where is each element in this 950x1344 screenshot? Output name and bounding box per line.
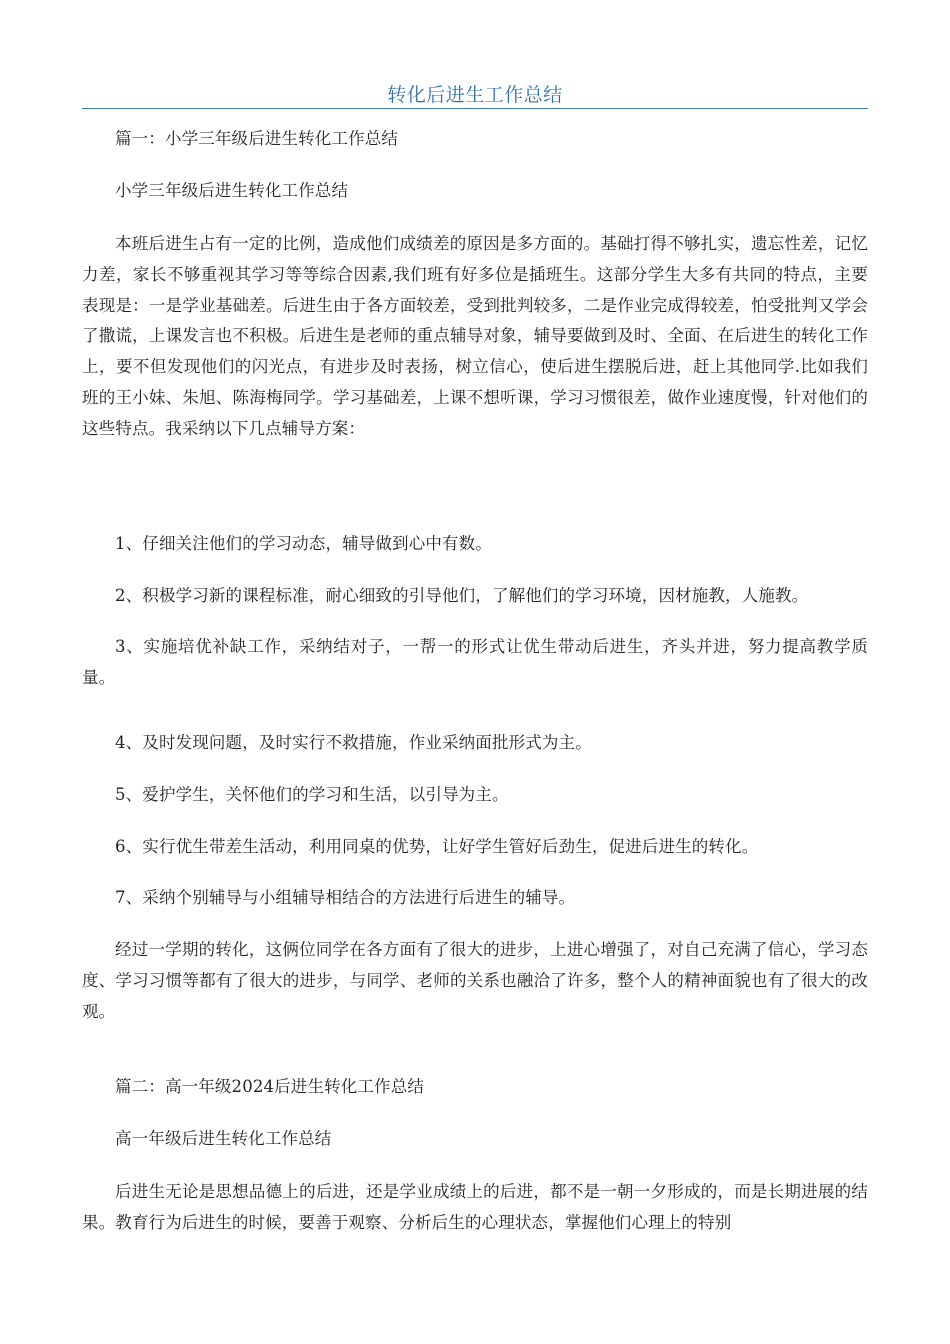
list-item-7: 7、采纳个别辅导与小组辅导相结合的方法进行后进生的辅导。 <box>115 888 576 907</box>
document-title: 转化后进生工作总结 <box>387 84 563 106</box>
title-underline <box>82 108 868 109</box>
list-item-4: 4、及时发现问题，及时实行不救措施，作业采纳面批形式为主。 <box>115 733 592 752</box>
section-heading-1: 篇一：小学三年级后进生转化工作总结 <box>115 129 399 148</box>
list-item-3: 3、实施培优补缺工作，采纳结对子，一帮一的形式让优生带动后进生，齐头并进，努力提高教学质量。 <box>82 637 868 687</box>
body-paragraph-3: 后进生无论是思想品德上的后进，还是学业成绩上的后进，都不是一朝一夕形成的，而是长期进展的结果。教育行为后进生的时候，要善于观察、分析后生的心理状态，掌握他们心理上的特别 <box>82 1182 868 1232</box>
list-item-6: 6、实行优生带差生活动，利用同桌的优势，让好学生管好后劲生，促进后进生的转化。 <box>115 837 759 856</box>
body-paragraph-1: 本班后进生占有一定的比例，造成他们成绩差的原因是多方面的。基础打得不够扎实，遗忘性差，记忆力差，家长不够重视其学习等等综合因素,我们班有好多位是插班生。这部分学生大多有共同的特点，主要表现是：一是学业基础差。后进生由于各方面较差，受到批判较多，二是作业完成得较差，怕受批判又学会了撒谎，上课发言也不积极。后进生是老师的重点辅导对象，辅导要做到及时、全面、在后进生的转化工作上，要不但发现他们的闪光点，有进步及时表扬，树立信心，使后进生摆脱后进，赶上其他同学.比如我们班的王小妹、朱旭、陈海梅同学。学习基础差，上课不想听课，学习习惯很差，做作业速度慢，针对他们的这些特点。我采纳以下几点辅导方案： <box>82 234 868 438</box>
subheading-2: 高一年级后进生转化工作总结 <box>115 1129 332 1148</box>
subheading-1: 小学三年级后进生转化工作总结 <box>115 181 349 200</box>
body-paragraph-2: 经过一学期的转化，这俩位同学在各方面有了很大的进步，上进心增强了，对自己充满了信心，学习态度、学习习惯等都有了很大的进步，与同学、老师的关系也融洽了许多，整个人的精神面貌也有了很大的改观。 <box>82 940 868 1021</box>
list-item-1: 1、仔细关注他们的学习动态，辅导做到心中有数。 <box>115 534 492 553</box>
list-item-5: 5、爱护学生，关怀他们的学习和生活，以引导为主。 <box>115 785 509 804</box>
list-item-2: 2、积极学习新的课程标准，耐心细致的引导他们，了解他们的学习环境，因材施教，人施教。 <box>115 586 809 605</box>
section-heading-2: 篇二：高一年级2024后进生转化工作总结 <box>115 1077 424 1096</box>
